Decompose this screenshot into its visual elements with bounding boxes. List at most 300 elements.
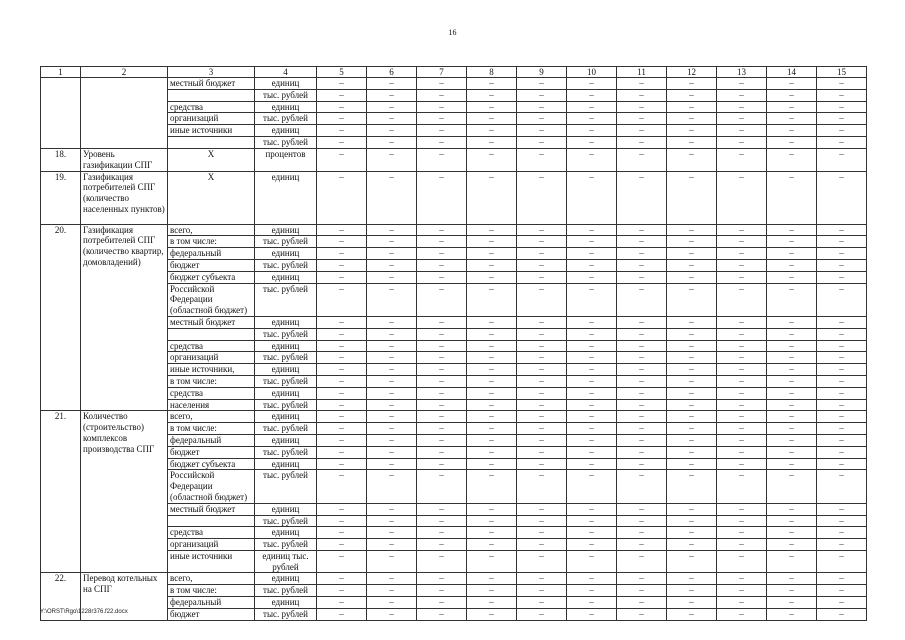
value-cell: – xyxy=(617,136,667,148)
value-cell: – xyxy=(617,148,667,171)
header-cell: 9 xyxy=(517,67,567,78)
value-cell: – xyxy=(617,224,667,236)
value-cell: – xyxy=(417,539,467,551)
funding-source: средства xyxy=(168,101,255,113)
value-cell: – xyxy=(617,423,667,435)
header-row xyxy=(41,67,867,78)
funding-source: федеральный xyxy=(168,597,255,609)
unit: процентов xyxy=(255,148,317,171)
value-cell: – xyxy=(467,364,517,376)
value-cell: – xyxy=(667,136,717,148)
value-cell: – xyxy=(467,171,517,224)
value-cell: – xyxy=(317,434,367,446)
value-cell: – xyxy=(767,458,817,470)
value-cell: – xyxy=(317,411,367,423)
value-cell: – xyxy=(517,113,567,125)
value-cell: – xyxy=(417,573,467,585)
value-cell: – xyxy=(767,236,817,248)
header-cell: 11 xyxy=(617,67,667,78)
value-cell: – xyxy=(467,423,517,435)
value-cell: – xyxy=(667,470,717,503)
value-cell: – xyxy=(767,423,817,435)
value-cell: – xyxy=(717,171,767,224)
value-cell: – xyxy=(567,608,617,620)
value-cell: – xyxy=(317,458,367,470)
unit: тыс. рублей xyxy=(255,236,317,248)
value-cell: – xyxy=(367,259,417,271)
value-cell: – xyxy=(767,573,817,585)
value-cell: – xyxy=(767,101,817,113)
value-cell: – xyxy=(767,316,817,328)
value-cell: – xyxy=(667,515,717,527)
value-cell: – xyxy=(817,446,867,458)
value-cell: – xyxy=(317,78,367,90)
unit: единиц xyxy=(255,171,317,224)
value-cell: – xyxy=(567,248,617,260)
value-cell: – xyxy=(717,527,767,539)
value-cell: – xyxy=(767,113,817,125)
value-cell: – xyxy=(367,340,417,352)
value-cell: – xyxy=(517,136,567,148)
value-cell: – xyxy=(717,352,767,364)
value-cell: – xyxy=(767,597,817,609)
indicator-name: Перевод котельных на СПГ xyxy=(81,573,168,620)
value-cell: – xyxy=(367,136,417,148)
value-cell: – xyxy=(417,148,467,171)
unit: единиц xyxy=(255,125,317,137)
value-cell: – xyxy=(467,597,517,609)
header-cell: 12 xyxy=(667,67,717,78)
value-cell: – xyxy=(667,340,717,352)
funding-source: в том числе: xyxy=(168,236,255,248)
table-row xyxy=(41,224,867,236)
unit: единиц тыс. рублей xyxy=(255,550,317,573)
funding-source: Российской Федерации (областной бюджет) xyxy=(168,283,255,316)
value-cell: – xyxy=(567,375,617,387)
value-cell: – xyxy=(817,271,867,283)
value-cell: – xyxy=(617,470,667,503)
value-cell: – xyxy=(717,539,767,551)
value-cell: – xyxy=(317,527,367,539)
value-cell: – xyxy=(567,470,617,503)
value-cell: – xyxy=(517,573,567,585)
value-cell: – xyxy=(567,224,617,236)
value-cell: – xyxy=(317,340,367,352)
value-cell: – xyxy=(617,248,667,260)
value-cell: – xyxy=(467,101,517,113)
value-cell: – xyxy=(517,328,567,340)
value-cell: – xyxy=(367,387,417,399)
value-cell: – xyxy=(367,101,417,113)
row-number: 19. xyxy=(41,171,81,224)
value-cell: – xyxy=(767,387,817,399)
funding-source: организаций xyxy=(168,113,255,125)
value-cell: – xyxy=(417,503,467,515)
value-cell: – xyxy=(817,399,867,411)
value-cell: – xyxy=(467,352,517,364)
row-number xyxy=(41,78,81,149)
value-cell: – xyxy=(417,224,467,236)
value-cell: – xyxy=(667,171,717,224)
funding-source: Х xyxy=(168,148,255,171)
funding-source: Х xyxy=(168,171,255,224)
value-cell: – xyxy=(367,236,417,248)
value-cell: – xyxy=(367,171,417,224)
header-cell: 15 xyxy=(817,67,867,78)
unit: единиц xyxy=(255,364,317,376)
value-cell: – xyxy=(467,411,517,423)
value-cell: – xyxy=(417,434,467,446)
value-cell: – xyxy=(817,125,867,137)
table-row xyxy=(41,411,867,423)
value-cell: – xyxy=(417,608,467,620)
value-cell: – xyxy=(717,283,767,316)
value-cell: – xyxy=(817,503,867,515)
value-cell: – xyxy=(367,352,417,364)
value-cell: – xyxy=(517,352,567,364)
value-cell: – xyxy=(617,113,667,125)
header-cell: 6 xyxy=(367,67,417,78)
value-cell: – xyxy=(567,434,617,446)
value-cell: – xyxy=(717,328,767,340)
value-cell: – xyxy=(317,248,367,260)
value-cell: – xyxy=(767,608,817,620)
value-cell: – xyxy=(817,411,867,423)
funding-source: населения xyxy=(168,399,255,411)
unit: тыс. рублей xyxy=(255,352,317,364)
value-cell: – xyxy=(617,446,667,458)
value-cell: – xyxy=(667,248,717,260)
unit: тыс. рублей xyxy=(255,259,317,271)
funding-source: бюджет субъекта xyxy=(168,458,255,470)
value-cell: – xyxy=(617,503,667,515)
value-cell: – xyxy=(617,539,667,551)
unit: тыс. рублей xyxy=(255,608,317,620)
value-cell: – xyxy=(617,125,667,137)
value-cell: – xyxy=(467,340,517,352)
table-row xyxy=(41,171,867,224)
value-cell: – xyxy=(417,470,467,503)
value-cell: – xyxy=(317,470,367,503)
value-cell: – xyxy=(667,125,717,137)
unit: единиц xyxy=(255,340,317,352)
value-cell: – xyxy=(467,236,517,248)
value-cell: – xyxy=(417,125,467,137)
unit: тыс. рублей xyxy=(255,283,317,316)
header-cell: 13 xyxy=(717,67,767,78)
header-cell: 4 xyxy=(255,67,317,78)
unit: тыс. рублей xyxy=(255,585,317,597)
value-cell: – xyxy=(367,573,417,585)
value-cell: – xyxy=(517,125,567,137)
value-cell: – xyxy=(617,387,667,399)
unit: тыс. рублей xyxy=(255,113,317,125)
value-cell: – xyxy=(667,434,717,446)
value-cell: – xyxy=(567,527,617,539)
value-cell: – xyxy=(767,375,817,387)
value-cell: – xyxy=(817,434,867,446)
unit: единиц xyxy=(255,458,317,470)
value-cell: – xyxy=(667,236,717,248)
funding-source xyxy=(168,328,255,340)
value-cell: – xyxy=(667,446,717,458)
value-cell: – xyxy=(317,89,367,101)
value-cell: – xyxy=(317,101,367,113)
value-cell: – xyxy=(317,585,367,597)
funding-source: иные источники xyxy=(168,550,255,573)
value-cell: – xyxy=(367,470,417,503)
value-cell: – xyxy=(567,148,617,171)
unit: тыс. рублей xyxy=(255,375,317,387)
value-cell: – xyxy=(467,113,517,125)
value-cell: – xyxy=(667,458,717,470)
value-cell: – xyxy=(517,375,567,387)
value-cell: – xyxy=(767,89,817,101)
unit: тыс. рублей xyxy=(255,515,317,527)
value-cell: – xyxy=(667,423,717,435)
indicator-name: Уровень газификации СПГ xyxy=(81,148,168,171)
value-cell: – xyxy=(367,539,417,551)
value-cell: – xyxy=(567,423,617,435)
value-cell: – xyxy=(517,387,567,399)
funding-source: организаций xyxy=(168,352,255,364)
unit: тыс. рублей xyxy=(255,539,317,551)
value-cell: – xyxy=(767,283,817,316)
value-cell: – xyxy=(767,340,817,352)
value-cell: – xyxy=(767,434,817,446)
value-cell: – xyxy=(717,446,767,458)
unit: тыс. рублей xyxy=(255,470,317,503)
indicators-table xyxy=(40,66,867,621)
value-cell: – xyxy=(567,446,617,458)
value-cell: – xyxy=(667,550,717,573)
value-cell: – xyxy=(467,434,517,446)
value-cell: – xyxy=(367,271,417,283)
value-cell: – xyxy=(417,136,467,148)
value-cell: – xyxy=(517,171,567,224)
value-cell: – xyxy=(617,89,667,101)
value-cell: – xyxy=(667,608,717,620)
value-cell: – xyxy=(367,328,417,340)
funding-source: федеральный xyxy=(168,248,255,260)
value-cell: – xyxy=(667,503,717,515)
value-cell: – xyxy=(567,101,617,113)
unit: единиц xyxy=(255,503,317,515)
value-cell: – xyxy=(417,283,467,316)
funding-source: в том числе: xyxy=(168,585,255,597)
value-cell: – xyxy=(767,136,817,148)
value-cell: – xyxy=(817,364,867,376)
funding-source xyxy=(168,515,255,527)
value-cell: – xyxy=(817,89,867,101)
value-cell: – xyxy=(517,423,567,435)
value-cell: – xyxy=(417,364,467,376)
value-cell: – xyxy=(767,399,817,411)
value-cell: – xyxy=(467,328,517,340)
value-cell: – xyxy=(617,515,667,527)
unit: единиц xyxy=(255,248,317,260)
value-cell: – xyxy=(667,316,717,328)
value-cell: – xyxy=(417,340,467,352)
value-cell: – xyxy=(567,458,617,470)
value-cell: – xyxy=(367,503,417,515)
value-cell: – xyxy=(617,283,667,316)
row-number: 22. xyxy=(41,573,81,620)
value-cell: – xyxy=(467,283,517,316)
value-cell: – xyxy=(667,101,717,113)
value-cell: – xyxy=(317,375,367,387)
value-cell: – xyxy=(817,224,867,236)
value-cell: – xyxy=(717,399,767,411)
value-cell: – xyxy=(767,125,817,137)
value-cell: – xyxy=(417,446,467,458)
value-cell: – xyxy=(367,550,417,573)
value-cell: – xyxy=(367,113,417,125)
value-cell: – xyxy=(317,515,367,527)
value-cell: – xyxy=(517,503,567,515)
value-cell: – xyxy=(717,113,767,125)
funding-source: бюджет xyxy=(168,259,255,271)
value-cell: – xyxy=(817,458,867,470)
value-cell: – xyxy=(567,340,617,352)
value-cell: – xyxy=(717,585,767,597)
value-cell: – xyxy=(717,259,767,271)
header-cell: 3 xyxy=(168,67,255,78)
value-cell: – xyxy=(517,248,567,260)
value-cell: – xyxy=(617,259,667,271)
funding-source: местный бюджет xyxy=(168,78,255,90)
funding-source: всего, xyxy=(168,411,255,423)
value-cell: – xyxy=(517,434,567,446)
value-cell: – xyxy=(567,597,617,609)
value-cell: – xyxy=(567,364,617,376)
value-cell: – xyxy=(817,259,867,271)
value-cell: – xyxy=(717,470,767,503)
value-cell: – xyxy=(617,458,667,470)
value-cell: – xyxy=(717,597,767,609)
value-cell: – xyxy=(667,283,717,316)
value-cell: – xyxy=(567,503,617,515)
funding-source: всего, xyxy=(168,224,255,236)
value-cell: – xyxy=(367,148,417,171)
value-cell: – xyxy=(517,78,567,90)
value-cell: – xyxy=(817,316,867,328)
unit: единиц xyxy=(255,573,317,585)
value-cell: – xyxy=(417,597,467,609)
value-cell: – xyxy=(767,446,817,458)
funding-source: организаций xyxy=(168,539,255,551)
value-cell: – xyxy=(317,136,367,148)
value-cell: – xyxy=(817,573,867,585)
value-cell: – xyxy=(567,171,617,224)
value-cell: – xyxy=(567,352,617,364)
value-cell: – xyxy=(717,423,767,435)
value-cell: – xyxy=(417,375,467,387)
value-cell: – xyxy=(417,248,467,260)
value-cell: – xyxy=(567,125,617,137)
value-cell: – xyxy=(417,259,467,271)
value-cell: – xyxy=(417,387,467,399)
value-cell: – xyxy=(367,316,417,328)
value-cell: – xyxy=(617,271,667,283)
indicator-name xyxy=(81,78,168,149)
value-cell: – xyxy=(817,148,867,171)
value-cell: – xyxy=(567,539,617,551)
value-cell: – xyxy=(467,316,517,328)
value-cell: – xyxy=(617,411,667,423)
value-cell: – xyxy=(617,364,667,376)
value-cell: – xyxy=(467,446,517,458)
value-cell: – xyxy=(317,423,367,435)
value-cell: – xyxy=(617,573,667,585)
value-cell: – xyxy=(467,573,517,585)
value-cell: – xyxy=(517,316,567,328)
value-cell: – xyxy=(517,470,567,503)
value-cell: – xyxy=(767,527,817,539)
value-cell: – xyxy=(567,283,617,316)
value-cell: – xyxy=(567,328,617,340)
value-cell: – xyxy=(467,515,517,527)
value-cell: – xyxy=(367,597,417,609)
header-cell: 8 xyxy=(467,67,517,78)
value-cell: – xyxy=(667,148,717,171)
table-row xyxy=(41,78,867,90)
value-cell: – xyxy=(317,539,367,551)
value-cell: – xyxy=(517,608,567,620)
value-cell: – xyxy=(467,539,517,551)
value-cell: – xyxy=(817,113,867,125)
value-cell: – xyxy=(767,171,817,224)
value-cell: – xyxy=(717,148,767,171)
value-cell: – xyxy=(717,375,767,387)
unit: тыс. рублей xyxy=(255,423,317,435)
value-cell: – xyxy=(817,236,867,248)
value-cell: – xyxy=(817,423,867,435)
header-cell: 2 xyxy=(81,67,168,78)
value-cell: – xyxy=(317,283,367,316)
value-cell: – xyxy=(517,236,567,248)
value-cell: – xyxy=(617,608,667,620)
unit: единиц xyxy=(255,101,317,113)
value-cell: – xyxy=(317,224,367,236)
value-cell: – xyxy=(367,411,417,423)
value-cell: – xyxy=(567,113,617,125)
value-cell: – xyxy=(367,458,417,470)
header-cell: 7 xyxy=(417,67,467,78)
row-number: 18. xyxy=(41,148,81,171)
value-cell: – xyxy=(367,224,417,236)
value-cell: – xyxy=(417,171,467,224)
value-cell: – xyxy=(567,316,617,328)
value-cell: – xyxy=(417,399,467,411)
value-cell: – xyxy=(817,136,867,148)
value-cell: – xyxy=(517,515,567,527)
funding-source: бюджет xyxy=(168,608,255,620)
value-cell: – xyxy=(617,434,667,446)
value-cell: – xyxy=(717,224,767,236)
value-cell: – xyxy=(817,597,867,609)
value-cell: – xyxy=(667,271,717,283)
value-cell: – xyxy=(667,375,717,387)
value-cell: – xyxy=(667,78,717,90)
value-cell: – xyxy=(817,171,867,224)
value-cell: – xyxy=(767,259,817,271)
value-cell: – xyxy=(467,375,517,387)
unit: тыс. рублей xyxy=(255,136,317,148)
unit: единиц xyxy=(255,597,317,609)
value-cell: – xyxy=(767,411,817,423)
value-cell: – xyxy=(417,316,467,328)
